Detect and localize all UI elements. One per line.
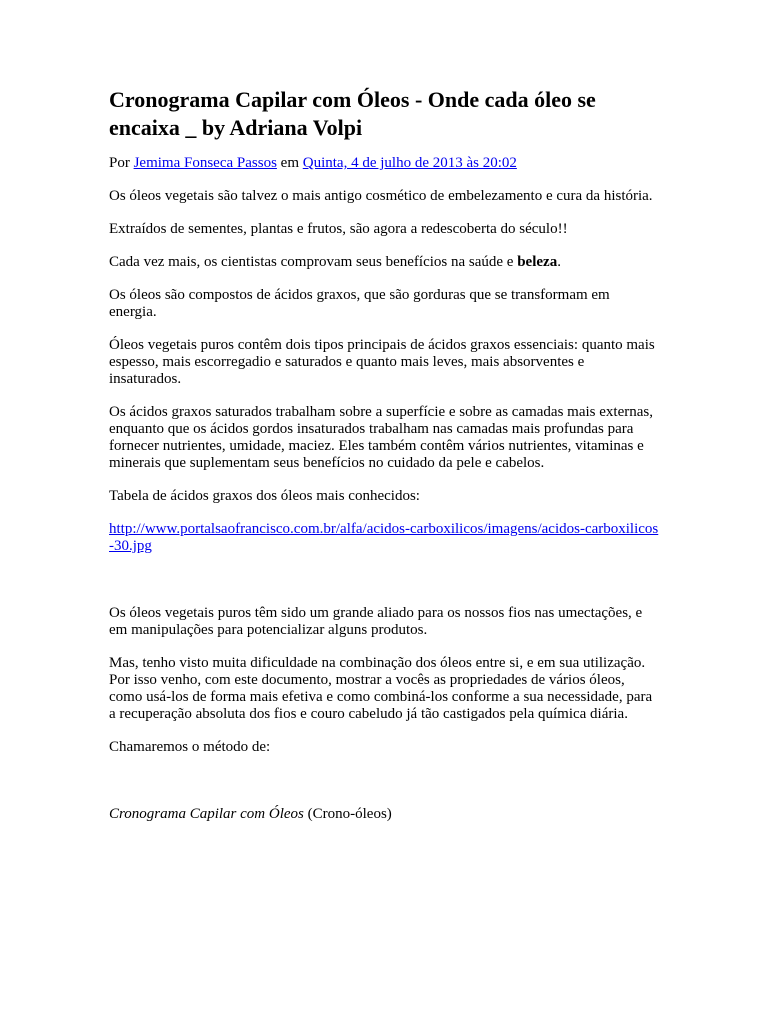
image-url-link[interactable]: http://www.portalsaofrancisco.com.br/alfa/acidos-carboxilicos/imagens/acidos-carboxilicos-30.jpg [109, 521, 659, 554]
paragraph-6: Os ácidos graxos saturados trabalham sobre a superfície e sobre as camadas mais externas, enquanto que os ácidos gordos insaturados trabalham nas camadas mais profundas para fornecer nutrientes, umidade, maciez. Eles também contêm vários nutrientes, vitaminas e minerais que suplementam seus benefícios no cuidado da pele e cabelos. [109, 404, 653, 471]
paragraph-4: Os óleos são compostos de ácidos graxos, que são gorduras que se transformam em energia. [109, 287, 610, 320]
author-link[interactable]: Jemima Fonseca Passos [133, 155, 277, 171]
image-url-paragraph [109, 521, 659, 555]
date-link[interactable]: Quinta, 4 de julho de 2013 às 20:02 [302, 155, 517, 171]
byline-em: em [280, 155, 299, 171]
method-name [109, 806, 659, 823]
paragraph-9: Mas, tenho visto muita dificuldade na combinação dos óleos entre si, e em sua utilização. Por isso venho, com este documento, mostrar a vocês as propriedades de vários óleos, como usá-los de forma mais efetiva e como combiná-los conforme a sua necessidade, para a recuperação absoluta dos fios e couro cabeludo já tão castigados pela química diária. [109, 655, 653, 722]
paragraph-5: Óleos vegetais puros contêm dois tipos principais de ácidos graxos essenciais: quanto mais espesso, mais escorregadio e saturados e quanto mais leves, mais absorventes e insaturados. [109, 337, 655, 387]
paragraph-1: Os óleos vegetais são talvez o mais antigo cosmético de embelezamento e cura da história. [109, 188, 653, 204]
paragraph-3-end: . [557, 254, 561, 270]
spacer [109, 772, 659, 806]
byline-por: Por [109, 155, 130, 171]
spacer [109, 571, 659, 605]
paragraph-3 [109, 254, 659, 271]
page-title: Cronograma Capilar com Óleos - Onde cada óleo se encaixa _ by Adriana Volpi [109, 87, 596, 140]
article-body [109, 86, 659, 839]
paragraph-2: Extraídos de sementes, plantas e frutos, são agora a redescoberta do século!! [109, 221, 568, 237]
paragraph-10: Chamaremos o método de: [109, 739, 271, 755]
paragraph-3-text: Cada vez mais, os cientistas comprovam seus benefícios na saúde e [109, 254, 518, 270]
paragraph-8: Os óleos vegetais puros têm sido um grande aliado para os nossos fios nas umectações, e em manipulações para potencializar alguns produtos. [109, 605, 643, 638]
byline [109, 155, 659, 172]
method-name-italic: Cronograma Capilar com Óleos [109, 806, 304, 822]
method-name-rest: (Crono-óleos) [303, 806, 392, 822]
paragraph-7: Tabela de ácidos graxos dos óleos mais conhecidos: [109, 488, 420, 504]
paragraph-3-bold: beleza [517, 254, 558, 270]
